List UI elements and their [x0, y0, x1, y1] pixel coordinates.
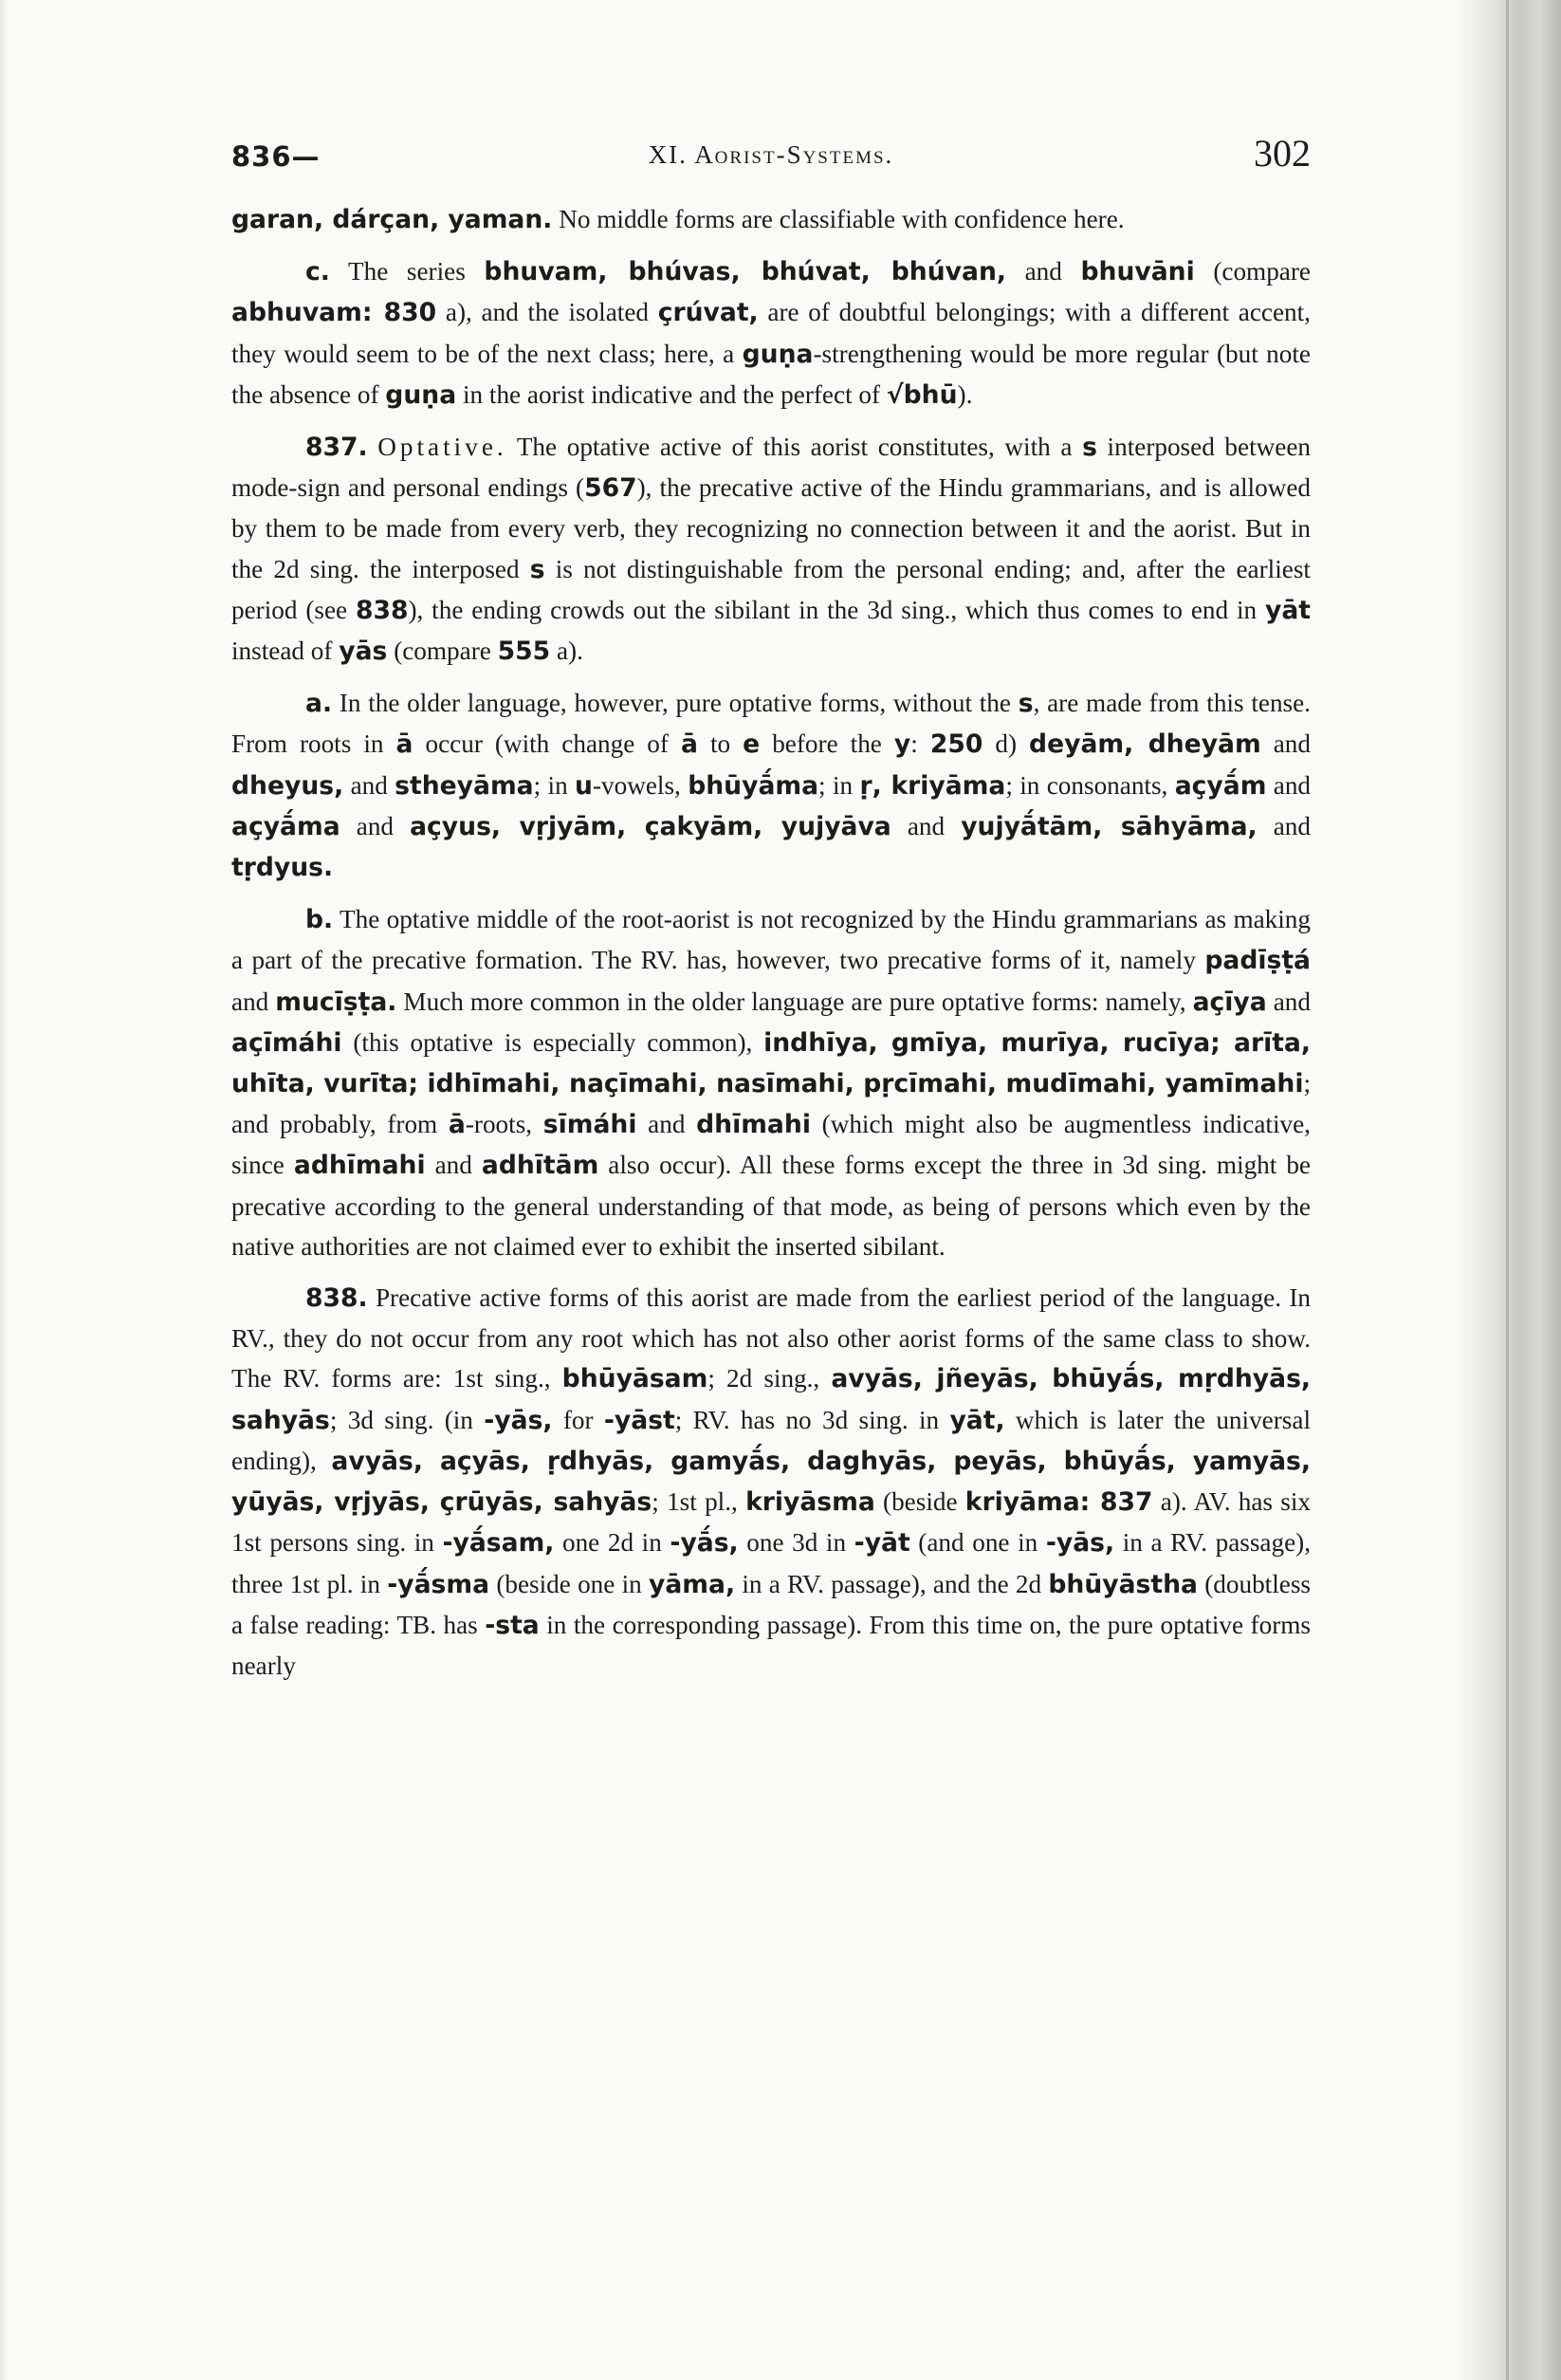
text-run: (beside one in — [489, 1569, 650, 1598]
paragraph-837 — [231, 427, 1311, 672]
text-run: for — [552, 1405, 604, 1434]
text-run: The series — [329, 257, 485, 286]
paragraph-837b — [231, 899, 1311, 1266]
bold-term: y — [893, 729, 911, 760]
bold-term: c. — [305, 257, 330, 287]
text-run: : — [910, 729, 930, 759]
text-run: ; 3d sing. (in — [329, 1405, 485, 1434]
bold-term: ā — [448, 1110, 466, 1140]
text-run: one 2d in — [554, 1528, 670, 1558]
text-run: (compare — [387, 637, 498, 666]
text-run: ; in — [533, 770, 576, 800]
bold-term: mucīṣṭa. — [275, 987, 397, 1017]
bold-term: yāma, — [649, 1569, 736, 1599]
bold-term: dheyus, — [231, 770, 344, 801]
text-run: ), the precative active of the Hindu grammarians, and is allowed by them to be made from every verb, they recognizing no connection between it and the aorist. But in the 2d sing. the interposed — [231, 473, 1312, 583]
text-run: interposed between mode-sign and personal endings ( — [231, 433, 1312, 503]
text-run: (beside — [874, 1487, 965, 1517]
text-run: one 3d in — [738, 1528, 854, 1558]
bold-term: s — [529, 554, 545, 584]
bold-term: guṇa — [385, 379, 457, 410]
text-run: (and one in — [909, 1528, 1046, 1558]
text-run: a). AV. has six 1st persons sing. in — [231, 1487, 1312, 1558]
text-run: before the — [760, 729, 894, 759]
text-run: ; and probably, from — [231, 1069, 1311, 1139]
bold-term: indhīya, gmīya, murīya, rucīya; arīta, uhīta, vurīta; idhīmahi, naçīmahi, nasīmahi, pṛcīmahi, mudīmahi, yamīmahi — [231, 1027, 1311, 1099]
text-run: In the older language, however, pure optative forms, without the — [332, 689, 1019, 718]
text-run: ; in — [818, 770, 860, 800]
bold-term: stheyāma — [395, 770, 534, 801]
text-run: Precative active forms of this aorist are made from the earliest period of the language. In RV., they do not occur from any root which has not also other aorist forms of the same class to show. The RV. forms are: 1st sing., — [231, 1283, 1311, 1393]
bold-term: ā — [395, 729, 413, 760]
bold-term: 838 — [355, 595, 409, 625]
bold-term: -yās, — [484, 1405, 553, 1435]
text-run: and — [425, 1151, 482, 1180]
text-run: a), and the isolated — [436, 298, 658, 327]
bold-term: deyām, dheyām — [1029, 729, 1261, 760]
bold-term: 567 — [584, 473, 637, 504]
text-run: d) — [983, 729, 1030, 759]
text-run: and — [1260, 729, 1311, 759]
text-run — [368, 433, 378, 461]
paragraph-837a — [231, 683, 1311, 888]
text-run: is not distinguishable from the personal ending; and, after the earliest period (see — [231, 554, 1311, 624]
page-content — [231, 123, 1311, 1686]
bold-term: -yās, — [1045, 1528, 1115, 1559]
bold-term: padīṣṭá — [1204, 946, 1311, 976]
bold-term: u — [575, 770, 593, 801]
text-run: No middle forms are classifiable with confidence here. — [552, 205, 1125, 233]
bold-term: -sta — [485, 1610, 540, 1640]
text-run: ), the ending crowds out the sibilant in the 3d sing., which thus comes to end in — [408, 595, 1265, 624]
paragraph-836c — [231, 251, 1311, 415]
bold-term: s — [1018, 689, 1034, 719]
bold-term: kriyāma: 837 — [964, 1487, 1153, 1518]
text-run: a). — [550, 637, 583, 666]
paragraph-continuation — [231, 199, 1311, 240]
text-run: in a RV. passage), and the 2d — [735, 1569, 1049, 1598]
bold-term: tṛdyus. — [231, 853, 334, 883]
bold-term: yujyā́tām, sāhyāma, — [961, 811, 1258, 841]
bold-term: avyās, jñeyās, bhūyā́s, mṛdhyās, sahyās — [231, 1364, 1312, 1435]
text-run: also occur). All these forms except the three in 3d sing. might be precative according to the general understanding of that mode, as being of persons which even by the native authorities are not claimed ever to exhibit the inserted sibilant. — [231, 1151, 1311, 1261]
bold-term: açyus, vṛjyām, çakyām, yujyāva — [410, 811, 891, 841]
bold-term: bhūyāstha — [1048, 1569, 1198, 1599]
bold-term: garan, dárçan, yaman. — [231, 205, 553, 234]
bold-term: çrúvat, — [657, 298, 759, 328]
text-run: in the aorist indicative and the perfect of — [456, 379, 887, 409]
text-run: ). — [957, 379, 973, 409]
bold-term: -yā́sma — [387, 1569, 490, 1599]
bold-term: yāt, — [949, 1405, 1005, 1435]
bold-term: b. — [305, 905, 334, 935]
bold-term: -yā́sam, — [442, 1528, 555, 1559]
bold-term: dhīmahi — [696, 1110, 811, 1140]
bold-term: adhītām — [481, 1151, 599, 1181]
text-run: and — [231, 987, 276, 1016]
text-run: and — [1257, 811, 1311, 840]
text-run: are of doubtful belongings; with a different accent, they would seem to be of the next class; here, a — [231, 298, 1311, 368]
bold-term: abhuvam: 830 — [231, 298, 437, 328]
text-run: and — [1005, 257, 1081, 286]
bold-term: bhuvāni — [1080, 257, 1195, 287]
text-run: and — [636, 1110, 697, 1139]
page-left-edge — [0, 0, 9, 2380]
text-run: (which might also be augmentless indicative, since — [231, 1110, 1311, 1180]
book-gutter-shadow — [1457, 0, 1561, 2380]
section-reference: 836— — [231, 140, 321, 173]
text-run: and — [340, 811, 411, 840]
text-run: (doubtless a false reading: TB. has — [231, 1569, 1312, 1639]
bold-term: açīmáhi — [231, 1027, 342, 1058]
bold-term: yās — [339, 637, 388, 667]
bold-term: s — [1082, 433, 1097, 463]
bold-term: a. — [305, 689, 333, 719]
bold-term: açyā́m — [1174, 770, 1267, 801]
bold-term: guṇa — [742, 339, 814, 369]
bold-term: kriyāsma — [745, 1487, 875, 1518]
bold-term: açīya — [1192, 987, 1267, 1017]
bold-term: adhīmahi — [293, 1151, 426, 1181]
bold-term: ā — [680, 729, 698, 760]
bold-term: bhuvam, bhúvas, bhúvat, bhúvan, — [484, 257, 1006, 287]
page-number: 302 — [1254, 132, 1311, 175]
bold-term: ṛ, kriyāma — [859, 770, 1006, 801]
bold-term: e — [743, 729, 761, 760]
text-run: in a RV. passage), three 1st pl. in — [231, 1528, 1312, 1598]
text-run: occur (with change of — [413, 729, 681, 759]
chapter-title: XI. Aorist-Systems. — [648, 140, 894, 169]
text-run: (compare — [1194, 257, 1311, 286]
text-run: ; RV. has no 3d sing. in — [674, 1405, 950, 1434]
text-run: ; 2d sing., — [707, 1364, 832, 1393]
text-run: in the corresponding passage). From this time on, the pure optative forms nearly — [231, 1610, 1311, 1680]
text-run: , are made from this tense. From roots in — [231, 689, 1311, 759]
bold-term: √bhū — [886, 379, 958, 410]
text-run: and — [891, 811, 962, 840]
paragraph-838 — [231, 1278, 1311, 1686]
bold-term: -yā́s, — [670, 1528, 739, 1559]
body-text — [231, 199, 1311, 1686]
bold-term: -yāt — [854, 1528, 910, 1559]
text-run: The optative middle of the root-aorist is not recognized by the Hindu grammarians as making a part of the precative formation. The RV. has, however, two precative forms of it, namely — [231, 905, 1311, 975]
bold-term: sīmáhi — [542, 1110, 637, 1140]
text-run: Optative. — [377, 433, 507, 462]
bold-term: bhūyā́ma — [688, 770, 819, 801]
text-run: and — [1266, 987, 1311, 1016]
text-run: -vowels, — [592, 770, 689, 800]
bold-term: yāt — [1264, 595, 1311, 625]
bold-term: 838. — [305, 1283, 368, 1314]
bold-term: 555 — [497, 637, 551, 667]
bold-term: avyās, açyās, ṛdhyās, gamyā́s, daghyās, peyās, bhūyā́s, yamyās, yūyās, vṛjyās, çrūyās, sahyās — [231, 1446, 1311, 1518]
text-run: instead of — [231, 637, 340, 666]
text-run: -roots, — [465, 1110, 543, 1139]
text-run: (this optative is especially common), — [341, 1027, 764, 1057]
text-run: which is later the universal ending), — [231, 1405, 1311, 1475]
bold-term: -yāst — [603, 1405, 675, 1435]
text-run: to — [697, 729, 744, 759]
bold-term: açyā́ma — [231, 811, 340, 841]
text-run: Much more common in the older language are pure optative forms: namely, — [396, 987, 1193, 1016]
text-run: ; in consonants, — [1005, 770, 1175, 800]
bold-term: 250 — [929, 729, 983, 760]
text-run: ; 1st pl., — [652, 1487, 746, 1517]
running-head — [231, 123, 1311, 199]
text-run: and — [1266, 770, 1312, 800]
bold-term: 837. — [305, 433, 368, 463]
text-run: The optative active of this aorist constitutes, with a — [506, 433, 1083, 462]
bold-term: bhūyāsam — [561, 1364, 708, 1394]
text-run: -strengthening would be more regular (but note the absence of — [231, 339, 1311, 409]
text-run: and — [343, 770, 395, 800]
